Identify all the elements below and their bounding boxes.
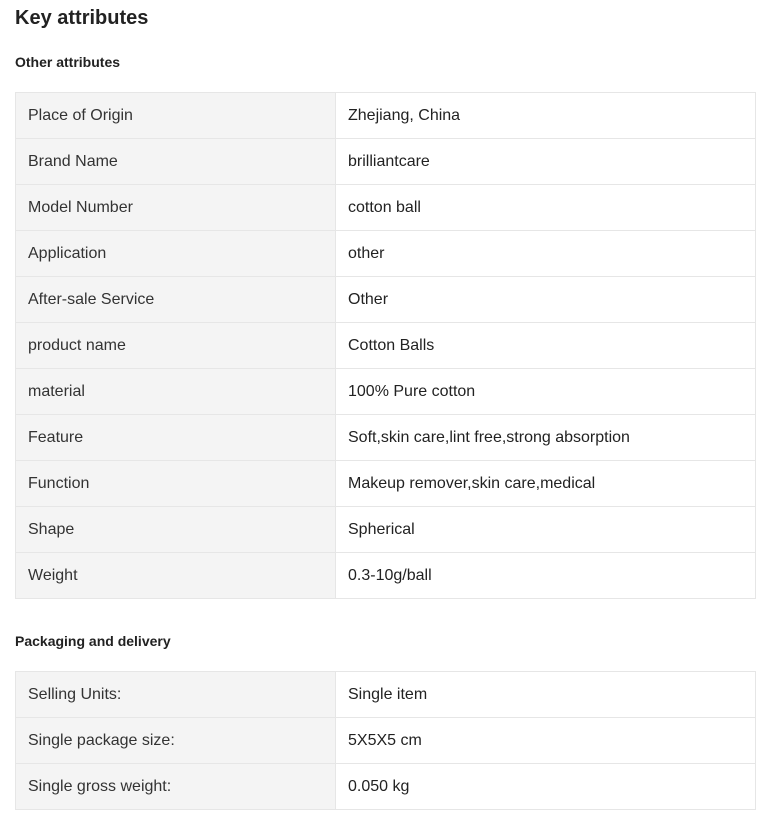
section-title-other-attributes: Other attributes [15, 54, 121, 70]
attribute-key: Model Number [16, 185, 336, 231]
table-row [16, 185, 756, 231]
attribute-value: 5X5X5 cm [336, 718, 756, 764]
attribute-value: Other [336, 277, 756, 323]
attribute-value: Zhejiang, China [336, 93, 756, 139]
attribute-key: Shape [16, 507, 336, 553]
attribute-key: After-sale Service [16, 277, 336, 323]
page-title: Key attributes [15, 7, 149, 29]
attribute-key: Application [16, 231, 336, 277]
table-row [16, 139, 756, 185]
table-row [16, 369, 756, 415]
attribute-value: 0.3-10g/ball [336, 553, 756, 599]
attribute-key: material [16, 369, 336, 415]
section-title-packaging-delivery: Packaging and delivery [15, 633, 171, 649]
attribute-key: Selling Units: [16, 672, 336, 718]
table-row [16, 323, 756, 369]
attribute-key: Single package size: [16, 718, 336, 764]
attribute-value: brilliantcare [336, 139, 756, 185]
attribute-value: other [336, 231, 756, 277]
table-row [16, 93, 756, 139]
attribute-key: Feature [16, 415, 336, 461]
table-row [16, 415, 756, 461]
table-row [16, 507, 756, 553]
table-row [16, 277, 756, 323]
attribute-key: Single gross weight: [16, 764, 336, 810]
table-row [16, 231, 756, 277]
table-row [16, 764, 756, 810]
attribute-value: Spherical [336, 507, 756, 553]
table-row [16, 553, 756, 599]
attribute-key: product name [16, 323, 336, 369]
packaging-delivery-table [15, 671, 756, 810]
attribute-key: Place of Origin [16, 93, 336, 139]
attribute-value: Makeup remover,skin care,medical [336, 461, 756, 507]
table-row [16, 672, 756, 718]
attribute-value: Soft,skin care,lint free,strong absorption [336, 415, 756, 461]
attribute-value: 100% Pure cotton [336, 369, 756, 415]
attribute-value: cotton ball [336, 185, 756, 231]
attribute-key: Function [16, 461, 336, 507]
attribute-key: Brand Name [16, 139, 336, 185]
attribute-value: Single item [336, 672, 756, 718]
table-row [16, 718, 756, 764]
attribute-key: Weight [16, 553, 336, 599]
attribute-value: 0.050 kg [336, 764, 756, 810]
other-attributes-table [15, 92, 756, 599]
table-row [16, 461, 756, 507]
attribute-value: Cotton Balls [336, 323, 756, 369]
